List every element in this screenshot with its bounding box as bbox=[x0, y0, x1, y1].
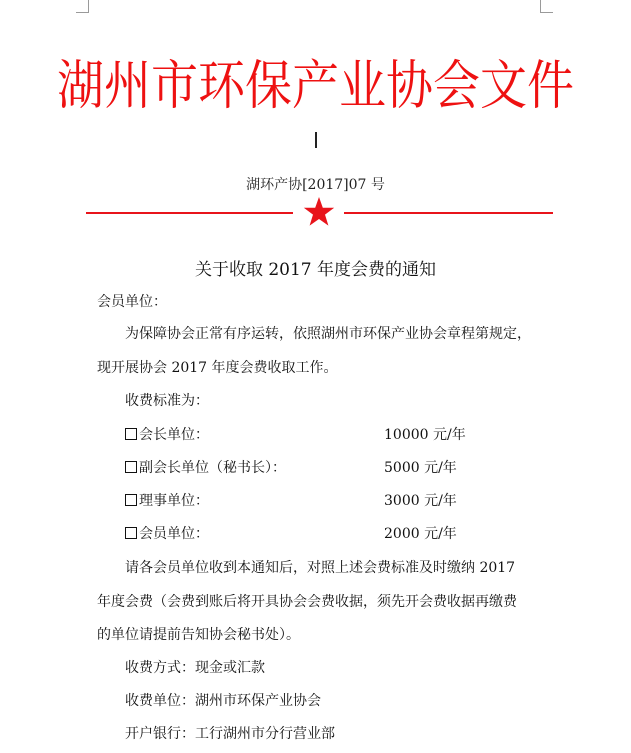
fee-amount: 10000 元/年 bbox=[384, 427, 466, 443]
notice-title: 关于收取 2017 年度会费的通知 bbox=[194, 260, 437, 280]
instruction-line-3: 的单位请提前告知协会秘书处）。 bbox=[97, 627, 300, 643]
payment-method: 收费方式：现金或汇款 bbox=[125, 660, 265, 676]
fee-amount: 3000 元/年 bbox=[384, 493, 457, 509]
fee-amount: 2000 元/年 bbox=[384, 526, 457, 542]
fee-item bbox=[125, 523, 209, 543]
fee-item bbox=[125, 490, 209, 510]
document-number: 湖环产协[2017]07 号 bbox=[246, 177, 385, 193]
intro-line-1: 为保障协会正常有序运转，依照湖州市环保产业协会章程第规定， bbox=[125, 326, 531, 342]
fee-heading: 收费标准为： bbox=[125, 393, 209, 409]
margin-corner-top-right bbox=[540, 0, 553, 13]
checkbox-icon bbox=[125, 494, 137, 506]
red-star-icon bbox=[303, 196, 335, 228]
salutation: 会员单位： bbox=[97, 294, 167, 310]
fee-label: 副会长单位（秘书长）： bbox=[139, 460, 286, 476]
fee-amount: 5000 元/年 bbox=[384, 460, 457, 476]
fee-label: 会员单位： bbox=[139, 526, 209, 542]
instruction-line-2: 年度会费（会费到账后将开具协会会费收据，须先开会费收据再缴费 bbox=[97, 594, 517, 610]
red-header-title: 湖州市环保产业协会文件 bbox=[57, 55, 574, 117]
payee: 收费单位：湖州市环保产业协会 bbox=[125, 693, 321, 709]
red-rule-right bbox=[344, 212, 553, 214]
intro-line-2: 现开展协会 2017 年度会费收取工作。 bbox=[97, 360, 338, 376]
fee-label: 会长单位： bbox=[139, 427, 209, 443]
fee-item bbox=[125, 457, 286, 477]
checkbox-icon bbox=[125, 428, 137, 440]
text-cursor bbox=[315, 132, 317, 148]
checkbox-icon bbox=[125, 461, 137, 473]
bank: 开户银行：工行湖州市分行营业部 bbox=[125, 726, 335, 742]
margin-corner-top-left bbox=[76, 0, 89, 13]
fee-label: 理事单位： bbox=[139, 493, 209, 509]
checkbox-icon bbox=[125, 527, 137, 539]
instruction-line-1: 请各会员单位收到本通知后，对照上述会费标准及时缴纳 2017 bbox=[125, 560, 516, 576]
red-rule-left bbox=[86, 212, 293, 214]
fee-item bbox=[125, 424, 209, 444]
